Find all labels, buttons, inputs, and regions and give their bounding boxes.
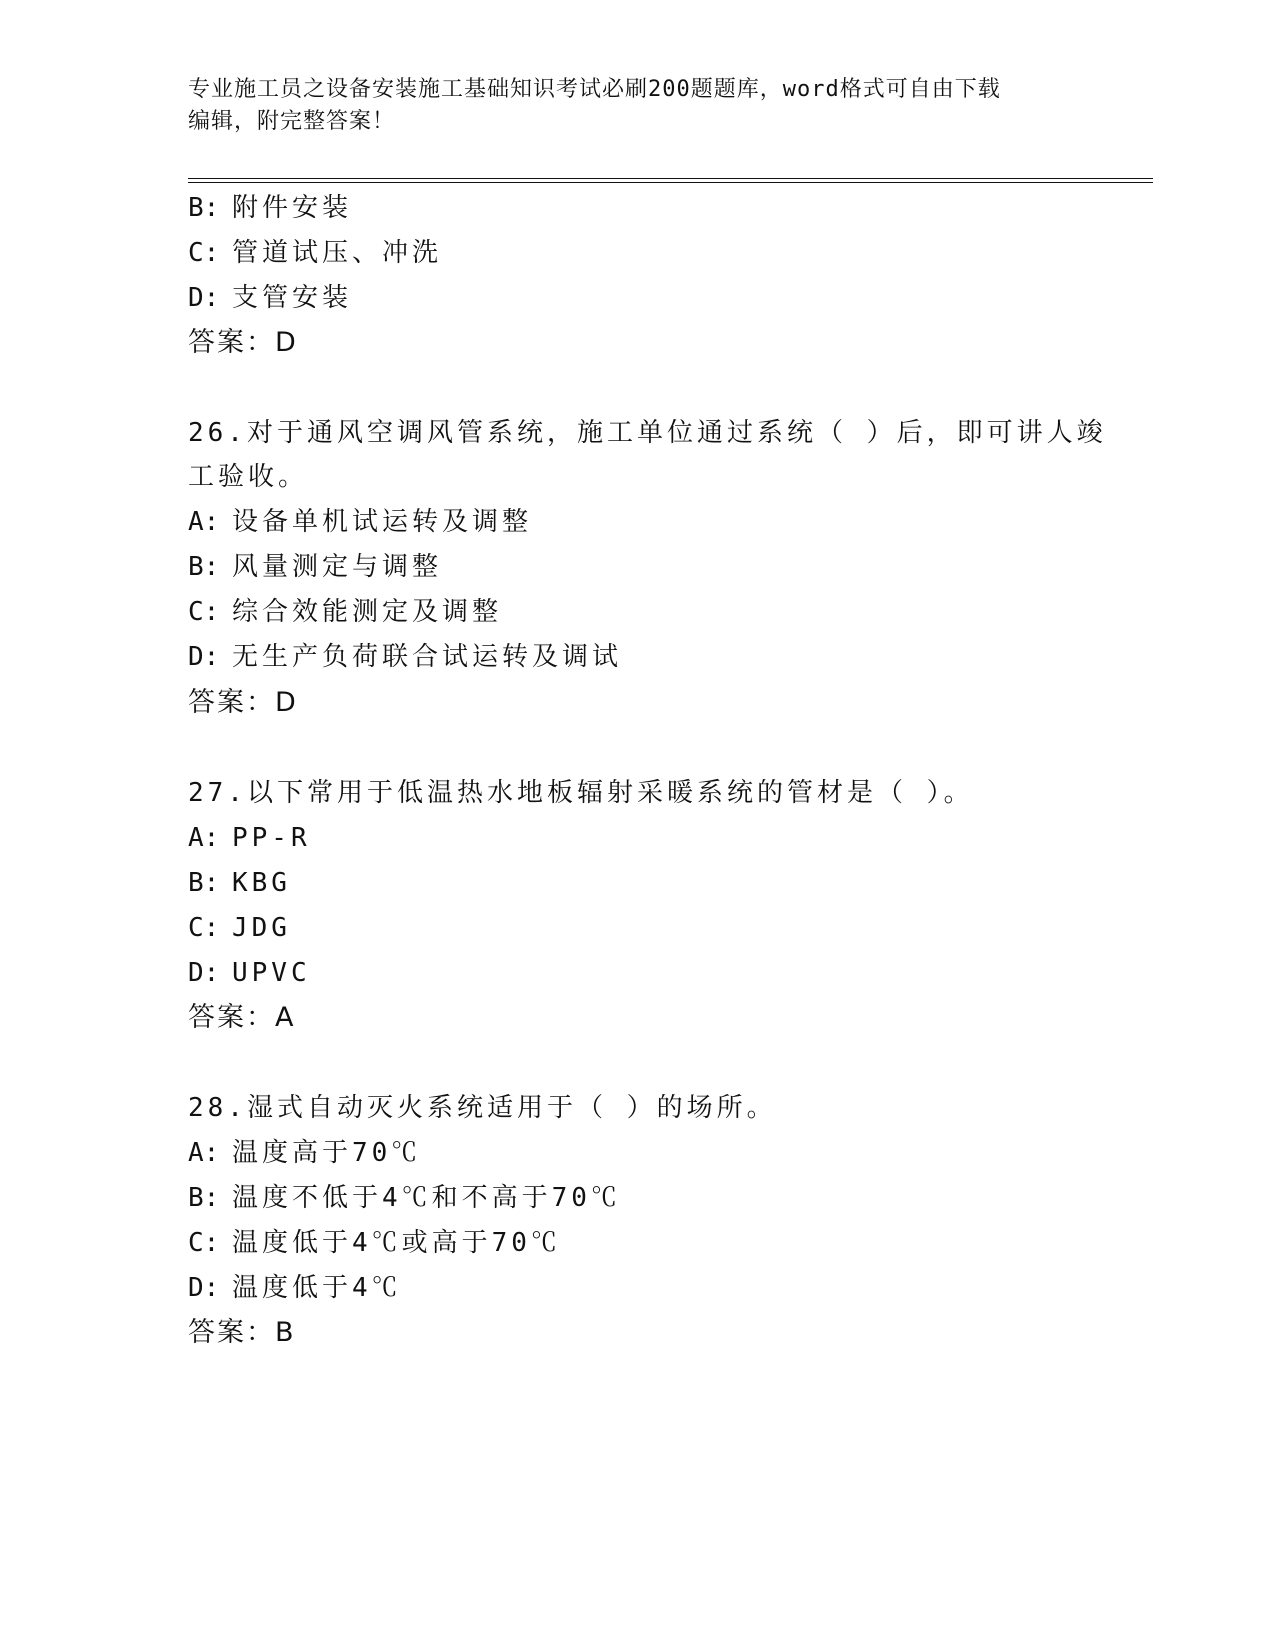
option-label: C: [188,238,220,268]
q26-stem-line-2: 工验收。 [188,462,309,492]
q25-answer: 答案：D [188,327,298,358]
option-label: A: [188,823,220,853]
q27-stem: 27.以下常用于低温热水地板辐射采暖系统的管材是（ ）。 [188,778,974,808]
option-text: 温度低于4℃或高于70℃ [232,1228,561,1258]
option-text: 温度低于4℃ [232,1273,402,1303]
q28-option-b [188,1181,621,1215]
option-text: 管道试压、冲洗 [232,238,443,268]
q25-option-c [188,236,442,270]
q28-option-a [188,1136,421,1170]
q26-answer: 答案：D [188,687,298,718]
option-label: B: [188,1183,220,1213]
q26-option-b [188,550,442,584]
option-label: D: [188,283,220,313]
q28-option-d [188,1271,402,1305]
option-label: C: [188,1228,220,1258]
option-text: 温度高于70℃ [232,1138,422,1168]
header-line-1: 专业施工员之设备安装施工基础知识考试必刷200题题库，word格式可自由下载 [188,77,1001,102]
q26-option-d [188,640,622,674]
option-text: 无生产负荷联合试运转及调试 [232,642,623,672]
option-label: B: [188,193,220,223]
q26-option-a [188,505,532,539]
header-divider-top [188,178,1153,179]
q25-option-d [188,281,352,315]
option-text: KBG [232,868,291,898]
option-label: D: [188,642,220,672]
q27-option-d [188,956,311,990]
q28-stem: 28.湿式自动灭火系统适用于（ ）的场所。 [188,1093,777,1123]
q26-option-c [188,595,502,629]
option-text: PP-R [232,823,311,853]
q28-option-c [188,1226,561,1260]
q27-option-c [188,911,291,945]
option-label: C: [188,597,220,627]
option-text: JDG [232,913,291,943]
q26-stem-line-1: 26.对于通风空调风管系统，施工单位通过系统（ ）后，即可讲人竣 [188,418,1107,448]
q27-option-b [188,866,291,900]
option-text: 风量测定与调整 [232,552,443,582]
header-line-2: 编辑，附完整答案！ [188,109,396,134]
option-label: D: [188,958,220,988]
option-text: 设备单机试运转及调整 [232,507,533,537]
option-text: UPVC [232,958,311,988]
header-divider-bottom [188,182,1153,183]
option-text: 温度不低于4℃和不高于70℃ [232,1183,621,1213]
option-label: A: [188,507,220,537]
option-label: B: [188,868,220,898]
option-label: B: [188,552,220,582]
option-text: 支管安装 [232,283,353,313]
option-text: 附件安装 [232,193,353,223]
document-header [188,74,1088,138]
option-label: A: [188,1138,220,1168]
option-label: D: [188,1273,220,1303]
q25-option-b [188,191,352,225]
option-text: 综合效能测定及调整 [232,597,503,627]
q28-answer: 答案：B [188,1317,296,1348]
option-label: C: [188,913,220,943]
q27-option-a [188,821,311,855]
q27-answer: 答案：A [188,1002,296,1033]
